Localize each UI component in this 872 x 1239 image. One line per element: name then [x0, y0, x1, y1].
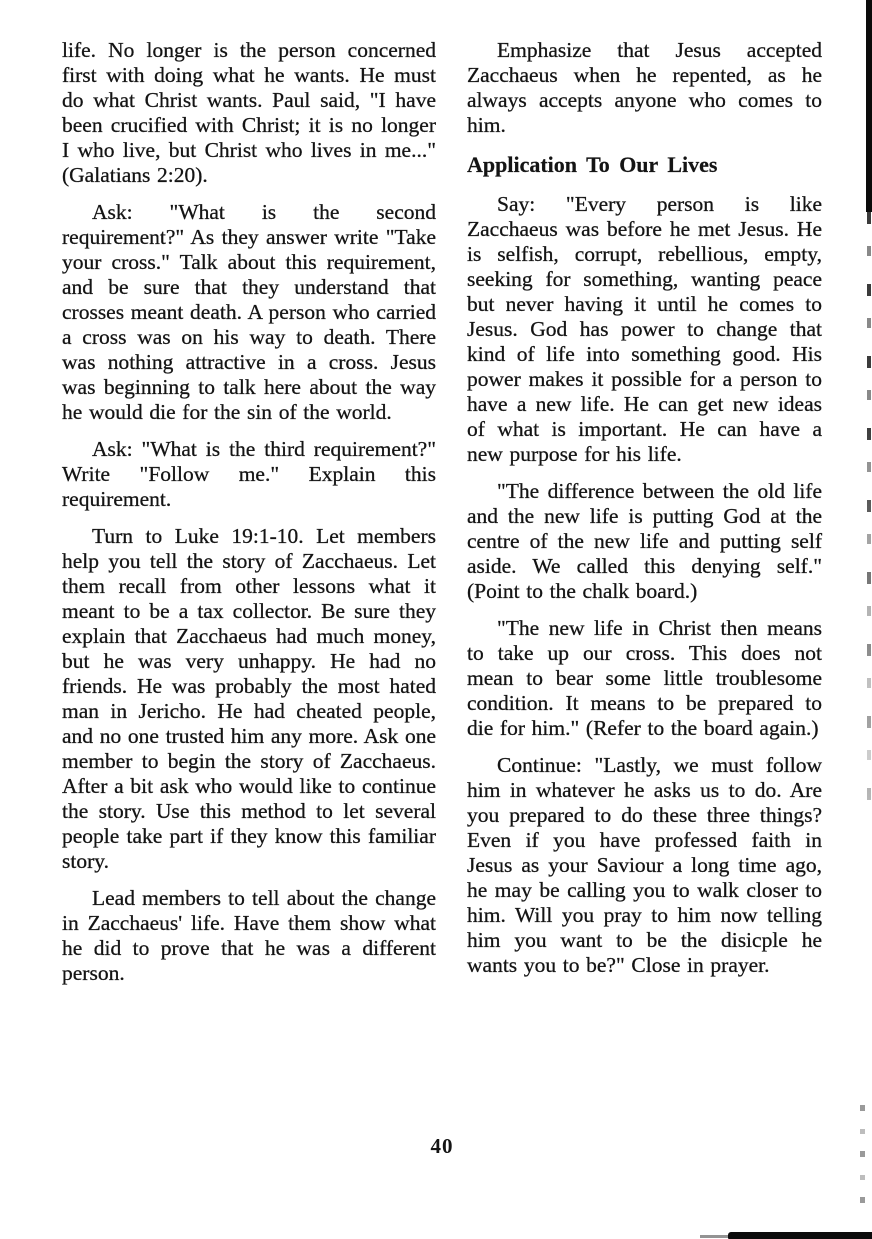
- paragraph-old-and-new-life: "The difference between the old life and the new life is putting God at the centre of the new life and putting self aside. We called this denying self." (Point to the chalk board.): [467, 479, 822, 603]
- page-number: 40: [430, 1134, 454, 1158]
- right-column: [467, 38, 822, 990]
- scan-artifact-bottom-bar: [728, 1232, 872, 1239]
- scan-artifact-edge-dashes-lower: [860, 1105, 865, 1217]
- paragraph-zacchaeus-change: Lead members to tell about the change in Zacchaeus' life. Have them show what he did to prove that he was a different person.: [62, 886, 436, 985]
- heading-application-to-our-lives: Application To Our Lives: [467, 152, 718, 177]
- paragraph-lastly-follow-him: Continue: "Lastly, we must follow him in whatever he asks us to do. Are you prepared to do these three things? Even if you have professed faith in Jesus as your Saviour a long time ago, he may be calling you to walk closer to him. Will you pray to him now telling him you want to be the disicple he wants you to be?" Close in prayer.: [467, 753, 822, 977]
- paragraph-crucified-with-christ: life. No longer is the person concerned first with doing what he wants. He must do what Christ wants. Paul said, "I have been crucified with Christ; it is no longer I who live, but Christ who lives in me..." (Galatians 2:20).: [62, 38, 436, 187]
- scan-artifact-edge-stripe: [866, 0, 872, 212]
- paragraph-third-requirement: Ask: "What is the third requirement?" Write "Follow me." Explain this requirement.: [62, 437, 436, 511]
- left-column: [62, 38, 436, 998]
- scan-artifact-bottom-smudge: [700, 1235, 730, 1238]
- paragraph-every-person: Say: "Every person is like Zacchaeus was before he met Jesus. He is selfish, corrupt, rebellious, empty, seeking for something, wanting peace but never having it until he comes to Jesus. God has power to change that kind of life into something good. His power makes it possible for a person to have a new life. He can get new ideas of what is important. He can have a new purpose for his life.: [467, 192, 822, 466]
- paragraph-second-requirement: Ask: "What is the second requirement?" As they answer write "Take your cross." Talk about this requirement, and be sure that they understand that crosses meant death. A person who carried a cross was on his way to death. There was nothing attractive in a cross. Jesus was beginning to talk here about the way he would die for the sin of the world.: [62, 200, 436, 424]
- paragraph-take-up-cross: "The new life in Christ then means to take up our cross. This does not mean to bear some little troublesome condition. It means to be prepared to die for him." (Refer to the board again.): [467, 616, 822, 740]
- paragraph-zacchaeus-story: Turn to Luke 19:1-10. Let members help you tell the story of Zacchaeus. Let them recall from other lessons what it meant to be a tax collector. Be sure they explain that Zacchaeus had much money, but he was very unhappy. He had no friends. He was probably the most hated man in Jericho. He had cheated people, and no one trusted him any more. Ask one member to begin the story of Zacchaeus. After a bit ask who would like to continue the story. Use this method to let several people take part if they know this familiar story.: [62, 524, 436, 873]
- paragraph-jesus-accepted: Emphasize that Jesus accepted Zacchaeus when he repented, as he always accepts anyone who comes to him.: [467, 38, 822, 137]
- scan-artifact-edge-dashes-upper: [867, 212, 871, 812]
